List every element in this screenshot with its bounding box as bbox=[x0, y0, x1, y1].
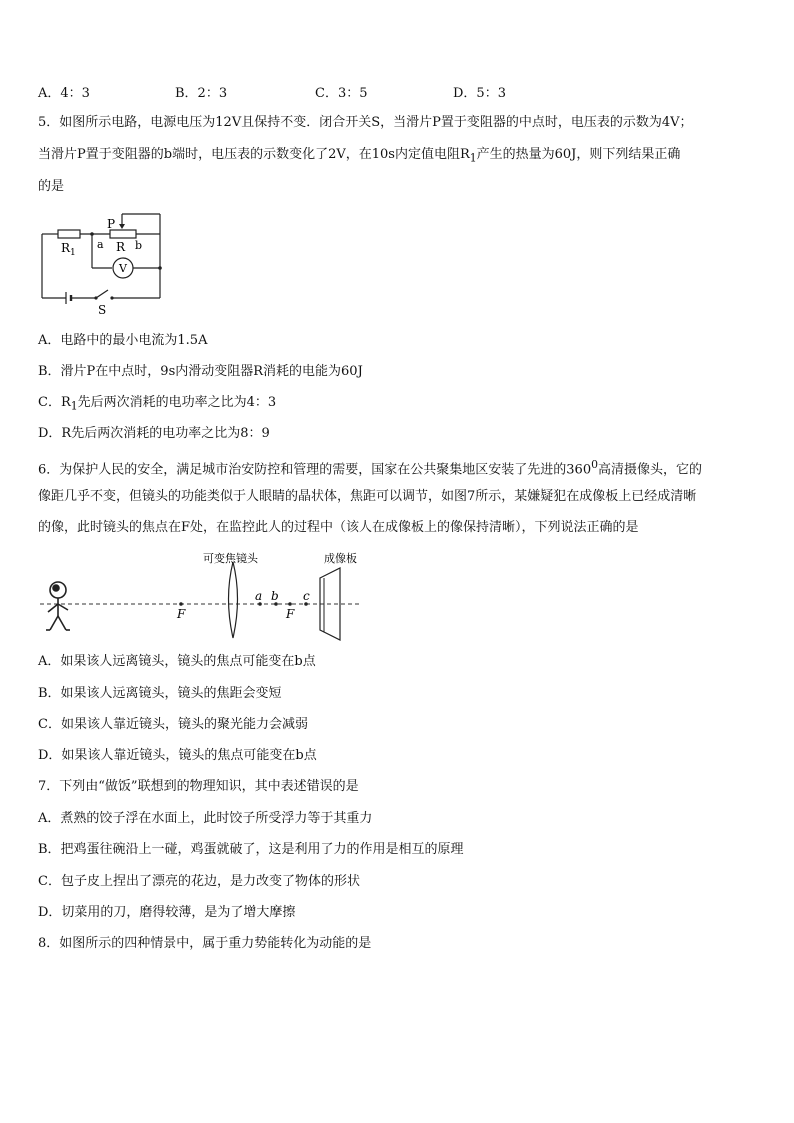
q6-stem-line-1: 6．为保护人民的安全，满足城市治安防控和管理的需要，国家在公共聚集地区安装了先进的$360^0$高清摄像头，它的 bbox=[38, 458, 702, 478]
label-b: b bbox=[135, 239, 143, 252]
label-f-right: F bbox=[286, 607, 295, 621]
q6-option-d: D．如果该人靠近镜头，镜头的焦点可能变在b点 bbox=[38, 748, 317, 763]
r1-resistor bbox=[58, 230, 80, 238]
person-icon bbox=[46, 582, 70, 630]
label-lens: 可变焦镜头 bbox=[203, 552, 258, 565]
q5-stem-line-2: 当滑片P置于变阻器的b端时，电压表的示数变化了2V，在10s内定值电阻$R_1$产生的热量为60J，则下列结果正确 bbox=[38, 147, 681, 165]
label-b: b bbox=[271, 589, 279, 603]
q6-stem-line-3: 的像，此时镜头的焦点在F处，在监控此人的过程中（该人在成像板上的像保持清晰），下列说法正确的是 bbox=[38, 520, 639, 535]
label-p: P bbox=[107, 217, 116, 231]
q5-circuit-figure bbox=[36, 206, 176, 318]
q6-option-a: A．如果该人远离镜头，镜头的焦点可能变在b点 bbox=[38, 654, 316, 669]
q6-stem-superscript: 0 bbox=[591, 458, 598, 471]
q4-options bbox=[38, 82, 758, 100]
label-c: c bbox=[303, 589, 310, 603]
label-r: R bbox=[116, 240, 126, 254]
slide-resistor bbox=[110, 230, 136, 238]
zoom-lens bbox=[229, 562, 238, 638]
label-f-left: F bbox=[177, 607, 186, 621]
q8-stem: 8．如图所示的四种情景中，属于重力势能转化为动能的是 bbox=[38, 936, 372, 951]
q4-option-d: D．5：3 bbox=[453, 86, 506, 101]
q5-option-d: D．R先后两次消耗的电功率之比为8：9 bbox=[38, 426, 270, 441]
q5-option-b: B．滑片P在中点时，9s内滑动变阻器R消耗的电能为60J bbox=[38, 364, 363, 379]
q5-option-a: A．电路中的最小电流为1.5A bbox=[38, 333, 208, 348]
label-v: V bbox=[119, 262, 127, 275]
q7-stem: 7．下列由“做饭”联想到的物理知识，其中表述错误的是 bbox=[38, 779, 359, 794]
q6-option-c: C．如果该人靠近镜头，镜头的聚光能力会减弱 bbox=[38, 717, 308, 732]
q6-option-b: B．如果该人远离镜头，镜头的焦距会变短 bbox=[38, 686, 282, 701]
q7-option-a: A．煮熟的饺子浮在水面上，此时饺子所受浮力等于其重力 bbox=[38, 811, 373, 826]
q6-stem-line-2: 像距几乎不变，但镜头的功能类似于人眼睛的晶状体，焦距可以调节，如图7所示，某嫌疑犯在成像板上已经成清晰 bbox=[38, 489, 697, 504]
q7-option-d: D．切菜用的刀，磨得较薄，是为了增大摩擦 bbox=[38, 905, 296, 920]
label-a: a bbox=[255, 589, 263, 603]
q5-stem-line-1: 5．如图所示电路，电源电压为12V且保持不变．闭合开关S，当滑片P置于变阻器的中点时，电压表的示数为4V； bbox=[38, 115, 693, 130]
label-board: 成像板 bbox=[324, 552, 357, 565]
q4-option-c: C．3：5 bbox=[315, 86, 368, 101]
q7-option-b: B．把鸡蛋往碗沿上一碰，鸡蛋就破了，这是利用了力的作用是相互的原理 bbox=[38, 842, 464, 857]
label-r1: $R_1$ bbox=[61, 241, 76, 258]
slider-arrow-icon bbox=[119, 224, 125, 229]
q5-stem-subscript: 1 bbox=[469, 151, 477, 165]
q7-option-c: C．包子皮上捏出了漂亮的花边，是力改变了物体的形状 bbox=[38, 874, 360, 889]
q6-camera-figure bbox=[36, 548, 366, 644]
q4-option-a: A．4：3 bbox=[38, 86, 90, 101]
q4-option-b: B．2：3 bbox=[175, 86, 228, 101]
label-a: a bbox=[97, 238, 104, 251]
q5-option-c: C．$R_1$先后两次消耗的电功率之比为4：3 bbox=[38, 395, 277, 413]
q5-stem-line-3: 的是 bbox=[38, 179, 65, 194]
switch-s bbox=[96, 290, 108, 298]
label-s: S bbox=[98, 303, 107, 317]
